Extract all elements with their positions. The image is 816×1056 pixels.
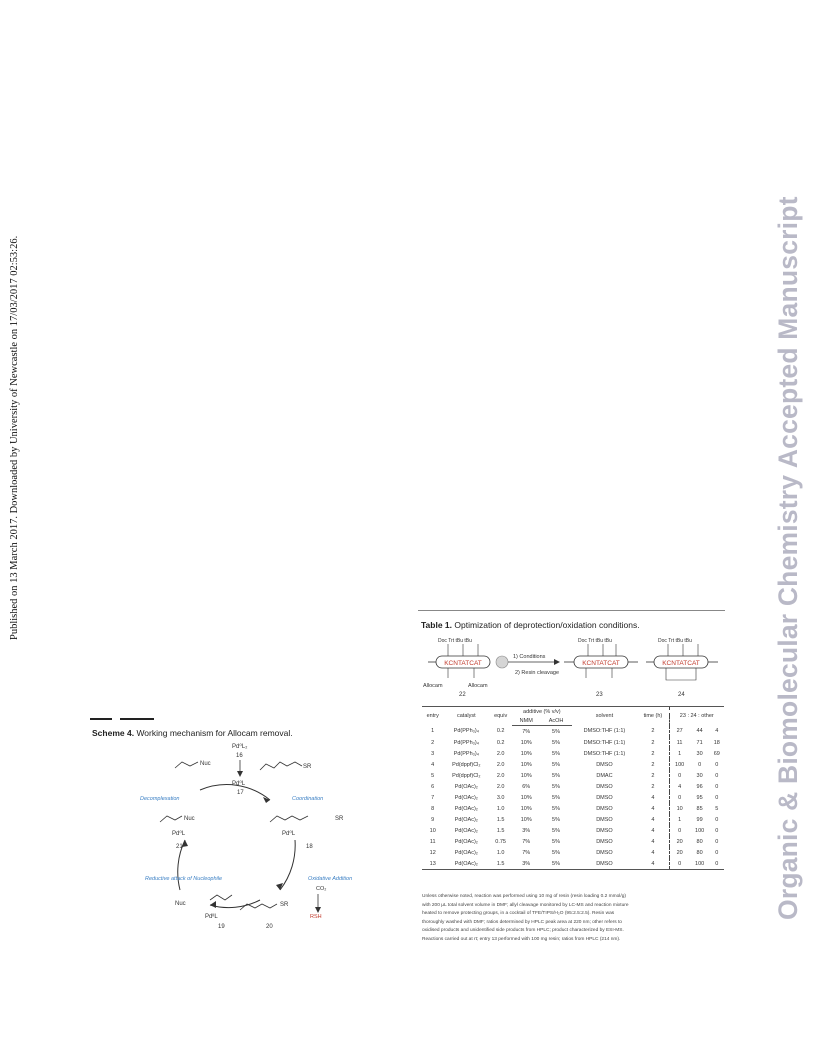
table-cell: 0	[715, 838, 719, 845]
footnote-line: Unless otherwise noted, reaction was performed using 10 mg of resin (resin loading 0.2 mmol/g)	[422, 894, 626, 899]
table-cell: DMSO	[596, 794, 613, 801]
table-row	[422, 737, 724, 748]
table-cell: 2	[651, 739, 655, 746]
pd-19-label: PdᴵᴵL	[205, 914, 218, 920]
resin-bead-icon	[496, 656, 508, 668]
header-ratio: 23 : 24 : other	[669, 707, 724, 726]
pd-21-label: Pd⁰L	[172, 831, 186, 837]
table-cell: 7%	[522, 838, 531, 845]
table-cell: 18	[713, 739, 720, 746]
seq-22: KCNTATCAT	[444, 660, 482, 667]
svg-text:Doc Trt tBu tBu: Doc Trt tBu tBu	[438, 638, 472, 644]
table-cell: 5	[431, 772, 435, 779]
table-row	[422, 759, 724, 770]
table-cell: 5%	[552, 761, 560, 768]
scheme-caption	[92, 728, 293, 738]
table-cell: 1	[669, 814, 690, 825]
table-cell: 27	[669, 726, 690, 738]
table-cell: Pd(OAc)₂	[443, 858, 489, 870]
table-cell: DMSO	[596, 761, 613, 768]
table-cell: 2	[651, 750, 655, 757]
table-cell: 1.5	[496, 816, 505, 823]
table-cell: 7%	[522, 849, 531, 856]
table-row	[422, 792, 724, 803]
svg-text:Doc Trt tBu tBu: Doc Trt tBu tBu	[658, 638, 692, 644]
table-cell: 1.0	[496, 805, 505, 812]
table-cell: 9	[431, 816, 435, 823]
table-footnote	[422, 893, 726, 945]
table-cell: Pd(OAc)₂	[454, 838, 478, 845]
table-cell: 2.0	[496, 750, 505, 757]
table-cell: 4	[669, 781, 690, 792]
table-cell: Pd(OAc)₂	[454, 816, 478, 823]
table-cell: 6	[431, 783, 435, 790]
scheme-caption-text: Working mechanism for Allocam removal.	[136, 728, 293, 738]
allocam-right-label: Allocam	[468, 683, 488, 689]
table-cell: 5%	[540, 858, 571, 870]
table-cell: 10%	[520, 816, 532, 823]
table-cell: 10%	[520, 805, 532, 812]
header-nmm: NMM	[512, 716, 540, 726]
rsh-label: RSH	[310, 914, 322, 920]
table-cell: 7%	[522, 728, 531, 735]
nuc-21-label: Nuc	[184, 816, 195, 822]
table-row	[422, 770, 724, 781]
table-cell: DMSO:THF (1:1)	[583, 728, 626, 735]
table-cell: 3%	[522, 827, 531, 834]
nuc-label: Nuc	[200, 761, 211, 767]
reaction-scheme	[418, 634, 726, 700]
table-cell: 80	[696, 838, 703, 845]
table-cell: 0	[669, 825, 690, 836]
table-cell: DMSO	[596, 827, 613, 834]
table-cell: 4	[651, 849, 655, 856]
pd-top-label: Pd⁰L₂	[232, 744, 248, 750]
footnote-line: thoroughly washed with DMF; ratios determined by HPLC peak area at 220 nm; other refers to	[422, 919, 622, 925]
table-cell: 5%	[552, 805, 560, 812]
allocam-mechanism-scheme	[120, 740, 353, 940]
table-cell: 10	[669, 803, 690, 814]
table-cell: 69	[713, 750, 720, 757]
header-additive: additive (% v/v)	[523, 708, 561, 715]
table-cell: DMSO:THF (1:1)	[583, 750, 626, 757]
table-cell: 5%	[552, 849, 560, 856]
table-row	[422, 781, 724, 792]
table-cell: 2	[651, 772, 655, 779]
table-cell: 10%	[520, 794, 532, 801]
compound-21-label: 21	[176, 844, 183, 850]
table-cell: 1	[669, 748, 690, 759]
table-row	[422, 814, 724, 825]
header-entry: entry	[426, 713, 439, 720]
footnote-line: oxidised products and unidentified side products from HPLC; product characterized by ESI-MS.	[422, 928, 624, 934]
table-divider	[418, 610, 725, 611]
table-cell: 0	[715, 761, 719, 768]
reductive-attack-label: Reductive attack of Nucleophile	[145, 876, 223, 882]
table-cell: Pd(OAc)₂	[454, 805, 478, 812]
oxidative-addition-label: Oxidative Addition	[308, 876, 353, 882]
table-cell: 4	[715, 728, 719, 735]
header-acoh: AcOH	[540, 716, 571, 726]
seq-24: KCNTATCAT	[662, 660, 700, 667]
table-row	[422, 858, 724, 870]
optimization-table	[422, 706, 724, 870]
table-cell: Pd(OAc)₂	[454, 783, 478, 790]
compound-22-label: 22	[459, 692, 466, 698]
decomplexation-label: Decomplexation	[140, 796, 180, 802]
co2-label: CO₂	[316, 886, 327, 892]
table-cell: 10	[429, 827, 436, 834]
accepted-manuscript-watermark: Organic & Biomolecular Chemistry Accepted Manuscript	[773, 196, 803, 920]
table-cell: 100	[695, 827, 705, 834]
table-cell: 20	[669, 836, 690, 847]
table-cell: 5	[715, 805, 719, 812]
table-cell: 6%	[522, 783, 531, 790]
table-cell: 4	[651, 805, 655, 812]
table-cell: 100	[669, 759, 690, 770]
table-cell: Pd(dppf)Cl₂	[452, 772, 481, 779]
cycle-arrow-right	[280, 840, 295, 890]
table-cell: DMSO:THF (1:1)	[583, 739, 626, 746]
table-cell: 0	[669, 770, 690, 781]
table-row	[422, 748, 724, 759]
table-cell: 4	[651, 827, 655, 834]
table-cell: DMSO	[596, 849, 613, 856]
table-cell: Pd(OAc)₂	[454, 794, 478, 801]
table-cell: 3	[431, 750, 435, 757]
scheme-divider	[90, 718, 154, 720]
table-cell: DMSO	[596, 805, 613, 812]
table-cell: 1.0	[496, 849, 505, 856]
table-row	[422, 847, 724, 858]
header-catalyst: catalyst	[457, 713, 476, 720]
table-cell: 0	[698, 761, 702, 768]
table-cell: 0.75	[495, 838, 506, 845]
table-cell: 95	[696, 794, 703, 801]
header-equiv: equiv	[494, 713, 508, 720]
table-cell: 10%	[520, 761, 532, 768]
table-caption-label: Table 1.	[421, 620, 453, 630]
table-cell: 71	[696, 739, 703, 746]
table-caption-text: Optimization of deprotection/oxidation conditions.	[454, 620, 640, 630]
sr-20-label: SR	[280, 902, 289, 908]
table-cell: 5%	[552, 783, 560, 790]
header-solvent: solvent	[595, 713, 614, 720]
table-cell: 85	[696, 805, 703, 812]
table-cell: 2	[651, 761, 655, 768]
table-cell: 5%	[552, 816, 560, 823]
compound-17-label: 17	[237, 790, 244, 796]
svg-text:Doc Trt tBu tBu: Doc Trt tBu tBu	[578, 638, 612, 644]
table-cell: DMSO	[572, 858, 638, 870]
table-cell: 1.5	[496, 827, 505, 834]
allocam-left-label: Allocam	[423, 683, 443, 689]
step1-label: 1) Conditions	[513, 654, 546, 660]
table-cell: 2.0	[496, 761, 505, 768]
table-cell: DMAC	[596, 772, 613, 779]
table-cell: 0.2	[496, 739, 505, 746]
table-cell: 4	[651, 816, 655, 823]
table-cell: 0	[669, 858, 690, 870]
table-cell: 30	[696, 750, 703, 757]
table-cell: 20	[669, 847, 690, 858]
table-cell: 0	[715, 827, 719, 834]
table-cell: 2.0	[496, 783, 505, 790]
table-body	[422, 726, 724, 870]
table-cell: 0	[715, 816, 719, 823]
table-cell: 2.0	[496, 772, 505, 779]
footnote-line: Reactions carried out at rt; entry 13 performed with 100 mg resin; ratios from HPLC (214 nm).	[422, 936, 621, 942]
table-cell: 2	[651, 728, 655, 735]
table-cell: Pd(OAc)₂	[454, 849, 478, 856]
sr-label: SR	[303, 764, 312, 770]
table-row	[422, 825, 724, 836]
compound-18-label: 18	[306, 844, 313, 850]
table-cell: 8	[431, 805, 435, 812]
header-time: time (h)	[643, 713, 663, 720]
table-cell: 5%	[552, 794, 560, 801]
table-cell: 0	[715, 794, 719, 801]
footnote-line: heated to remove protecting groups, in a cocktail of TFE/TIPS/H₂O (95:2.5:2.5). Resin was	[422, 911, 615, 917]
compound-20-label: 20	[266, 924, 273, 930]
table-cell: 5%	[552, 728, 560, 735]
table-cell: Pd(PPh₃)₄	[453, 750, 479, 757]
table-row	[422, 803, 724, 814]
table-cell: 0	[710, 858, 725, 870]
step2-label: 2) Resin cleavage	[515, 670, 560, 676]
table-cell: 7	[431, 794, 435, 801]
table-caption	[421, 620, 640, 630]
table-cell: 10%	[520, 772, 532, 779]
table-cell: 3%	[512, 858, 540, 870]
table-cell: 0.2	[496, 728, 505, 735]
table-cell: 30	[696, 772, 703, 779]
table-cell: 44	[696, 728, 703, 735]
download-watermark: Published on 13 March 2017. Downloaded by University of Newcastle on 17/03/2017 02:53:26.	[9, 235, 20, 640]
table-cell: 10%	[520, 739, 532, 746]
table-cell: 0	[715, 772, 719, 779]
table-cell: 12	[429, 849, 436, 856]
scheme-caption-label: Scheme 4.	[92, 728, 135, 738]
table-cell: 5%	[552, 739, 560, 746]
table-cell: 4	[637, 858, 669, 870]
table-cell: 4	[431, 761, 435, 768]
pd-18-label: Pd⁰L	[282, 831, 296, 837]
table-cell: Pd(PPh₃)₄	[453, 728, 479, 735]
table-cell: 99	[696, 816, 703, 823]
table-cell: DMSO	[596, 838, 613, 845]
table-cell: 0	[715, 849, 719, 856]
table-cell: DMSO	[596, 783, 613, 790]
coordination-label: Coordination	[292, 796, 324, 802]
table-cell: Pd(PPh₃)₄	[453, 739, 479, 746]
table-cell: 4	[651, 838, 655, 845]
compound-24-label: 24	[678, 692, 685, 698]
table-cell: 2	[431, 739, 435, 746]
table-cell: 1	[431, 728, 435, 735]
table-cell: 11	[669, 737, 690, 748]
table-cell: 0	[669, 792, 690, 803]
table-cell: 5%	[552, 772, 560, 779]
table-cell: 10%	[520, 750, 532, 757]
table-cell: 11	[429, 838, 436, 845]
sr-18-label: SR	[335, 816, 344, 822]
table-cell: 2	[651, 783, 655, 790]
table-cell: 5%	[552, 838, 560, 845]
compound-16-label: 16	[236, 753, 243, 759]
table-row	[422, 726, 724, 738]
nuc-bottom-label: Nuc	[175, 901, 186, 907]
table-cell: 0	[715, 783, 719, 790]
table-cell: 80	[696, 849, 703, 856]
table-cell: 5%	[552, 827, 560, 834]
compound-23-label: 23	[596, 692, 603, 698]
footnote-line: with 200 μL total solvent volume in DMF; allyl cleavage monitored by LC-MS and reaction mixture	[422, 902, 629, 908]
pd-17-label: Pd⁰L	[232, 781, 246, 787]
table-row	[422, 836, 724, 847]
table-cell: 4	[651, 794, 655, 801]
table-cell: Pd(dppf)Cl₂	[452, 761, 481, 768]
table-cell: 1.5	[489, 858, 512, 870]
table-cell: 13	[422, 858, 443, 870]
table-cell: 5%	[552, 750, 560, 757]
table-cell: 96	[696, 783, 703, 790]
table-cell: Pd(OAc)₂	[454, 827, 478, 834]
table-cell: 3.0	[496, 794, 505, 801]
compound-19-label: 19	[218, 924, 225, 930]
table-cell: DMSO	[596, 816, 613, 823]
table-cell: 100	[690, 858, 710, 870]
seq-23: KCNTATCAT	[582, 660, 620, 667]
